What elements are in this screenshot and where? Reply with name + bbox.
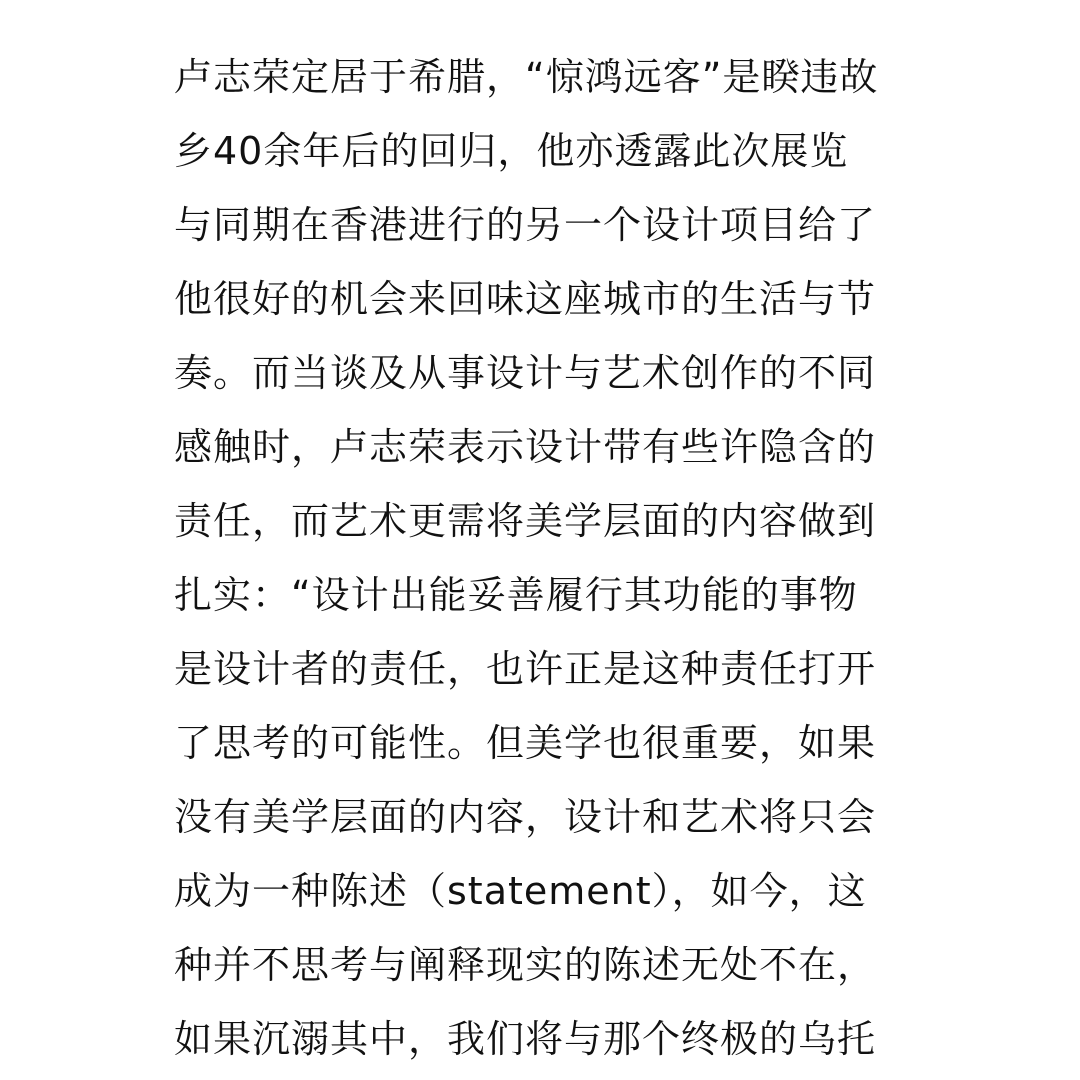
article-line: 责任，而艺术更需将美学层面的内容做到: [174, 499, 877, 543]
article-line: 成为一种陈述（statement），如今，这: [174, 869, 867, 913]
article-body: [174, 40, 914, 1076]
article-line: 没有美学层面的内容，设计和艺术将只会: [174, 795, 877, 839]
article-line: 种并不思考与阐释现实的陈述无处不在，: [174, 943, 877, 987]
article-line: 与同期在香港进行的另一个设计项目给了: [174, 203, 877, 247]
article-line: 扎实：“设计出能妥善履行其功能的事物: [174, 573, 858, 617]
article-line: 乡40余年后的回归，他亦透露此次展览: [174, 129, 849, 173]
article-line: 他很好的机会来回味这座城市的生活与节: [174, 277, 877, 321]
article-line: 感触时，卢志荣表示设计带有些许隐含的: [174, 425, 877, 469]
article-line: 卢志荣定居于希腊，“惊鸿远客”是睽违故: [174, 55, 879, 99]
article-line: 是设计者的责任，也许正是这种责任打开: [174, 647, 877, 691]
article-line: 如果沉溺其中，我们将与那个终极的乌托: [174, 1017, 877, 1061]
article-line: 了思考的可能性。但美学也很重要，如果: [174, 721, 877, 765]
article-line: 奏。而当谈及从事设计与艺术创作的不同: [174, 351, 877, 395]
